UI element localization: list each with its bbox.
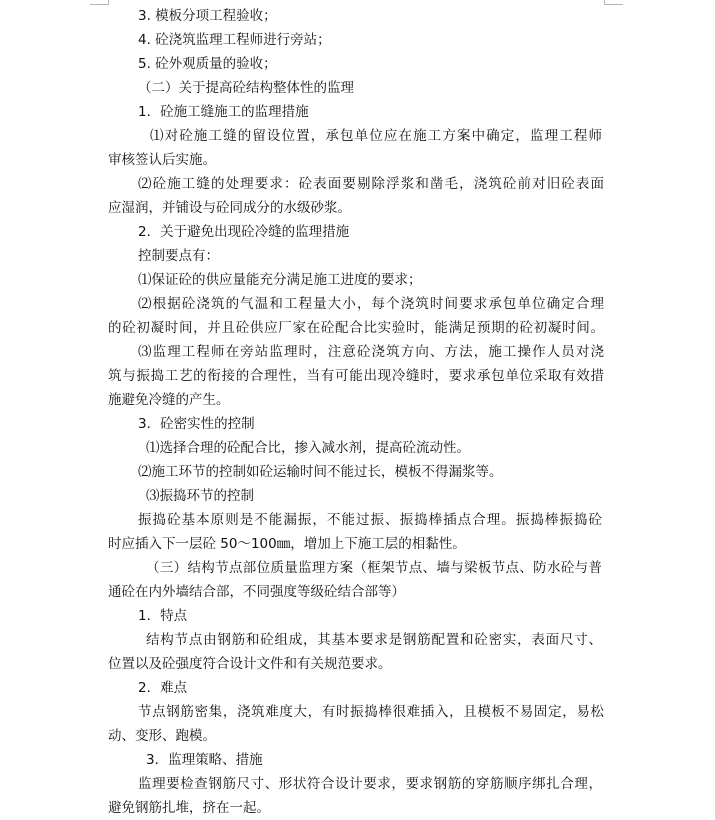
subsection-heading: 3．砼密实性的控制 <box>138 416 255 432</box>
text-line: 振捣砼基本原则是不能漏振，不能过振、振捣棒插点合理。振捣棒振捣砼 <box>138 512 602 528</box>
text-line: 应湿润，并铺设与砼同成分的水级砂浆。 <box>108 200 351 216</box>
text-line: 4. 砼浇筑监理工程师进行旁站； <box>138 32 331 48</box>
text-line: 审核签认后实施。 <box>108 152 216 168</box>
section-heading: （二）关于提高砼结构整体性的监理 <box>138 80 354 96</box>
text-line: 结构节点由钢筋和砼组成，其基本要求是钢筋配置和砼密实，表面尺寸、 <box>146 632 602 648</box>
text-line: 施避免冷缝的产生。 <box>108 392 230 408</box>
text-line: ⑴选择合理的砼配合比，掺入减水剂，提高砼流动性。 <box>146 440 470 456</box>
subsection-heading: 2．关于避免出现砼冷缝的监理措施 <box>138 224 350 240</box>
text-line: 筑与振捣工艺的衔接的合理性，当有可能出现冷缝时，要求承包单位采取有效措 <box>108 368 604 384</box>
text-line: 控制要点有： <box>138 248 219 264</box>
text-line: ⑵施工环节的控制如砼运输时间不能过长，模板不得漏浆等。 <box>138 464 503 480</box>
text-line: 5. 砼外观质量的验收； <box>138 56 277 72</box>
text-line: ⑵根据砼浇筑的气温和工程量大小，每个浇筑时间要求承包单位确定合理 <box>138 296 604 312</box>
text-line: ⑶振捣环节的控制 <box>146 488 254 504</box>
text-line: 避免钢筋扎堆，挤在一起。 <box>108 800 270 816</box>
text-line: 3. 模板分项工程验收； <box>138 8 277 24</box>
text-line: 位置以及砼强度符合设计文件和有关规范要求。 <box>108 656 392 672</box>
text-line: ⑴对砼施工缝的留设位置，承包单位应在施工方案中确定，监理工程师 <box>150 128 602 144</box>
subsection-heading: 1．特点 <box>138 608 188 624</box>
subsection-heading: 3．监理策略、措施 <box>146 752 263 768</box>
subsection-heading: 2．难点 <box>138 680 188 696</box>
subsection-heading: 1．砼施工缝施工的监理措施 <box>138 104 309 120</box>
text-line: 的砼初凝时间，并且砼供应厂家在砼配合比实验时，能满足预期的砼初凝时间。 <box>108 320 604 336</box>
section-heading: （三）结构节点部位质量监理方案（框架节点、墙与梁板节点、防水砼与普 <box>146 560 602 576</box>
text-line: 监理要检查钢筋尺寸、形状符合设计要求，要求钢筋的穿筋顺序绑扎合理， <box>138 776 602 792</box>
text-line: 时应插入下一层砼 50～100㎜，增加上下施工层的相黏性。 <box>108 536 466 552</box>
section-heading: 通砼在内外墙结合部，不同强度等级砼结合部等） <box>108 584 405 600</box>
text-line: 节点钢筋密集，浇筑难度大，有时振捣棒很难插入，且模板不易固定，易松 <box>138 704 604 720</box>
text-line: ⑵砼施工缝的处理要求：砼表面要剔除浮浆和凿毛，浇筑砼前对旧砼表面 <box>138 176 604 192</box>
margin-corner-mark-left <box>90 0 109 5</box>
text-line: ⑴保证砼的供应量能充分满足施工进度的要求； <box>138 272 422 288</box>
text-line: 动、变形、跑模。 <box>108 728 216 744</box>
margin-corner-mark-right <box>604 0 623 5</box>
text-line: ⑶监理工程师在旁站监理时，注意砼浇筑方向、方法，施工操作人员对浇 <box>138 344 604 360</box>
